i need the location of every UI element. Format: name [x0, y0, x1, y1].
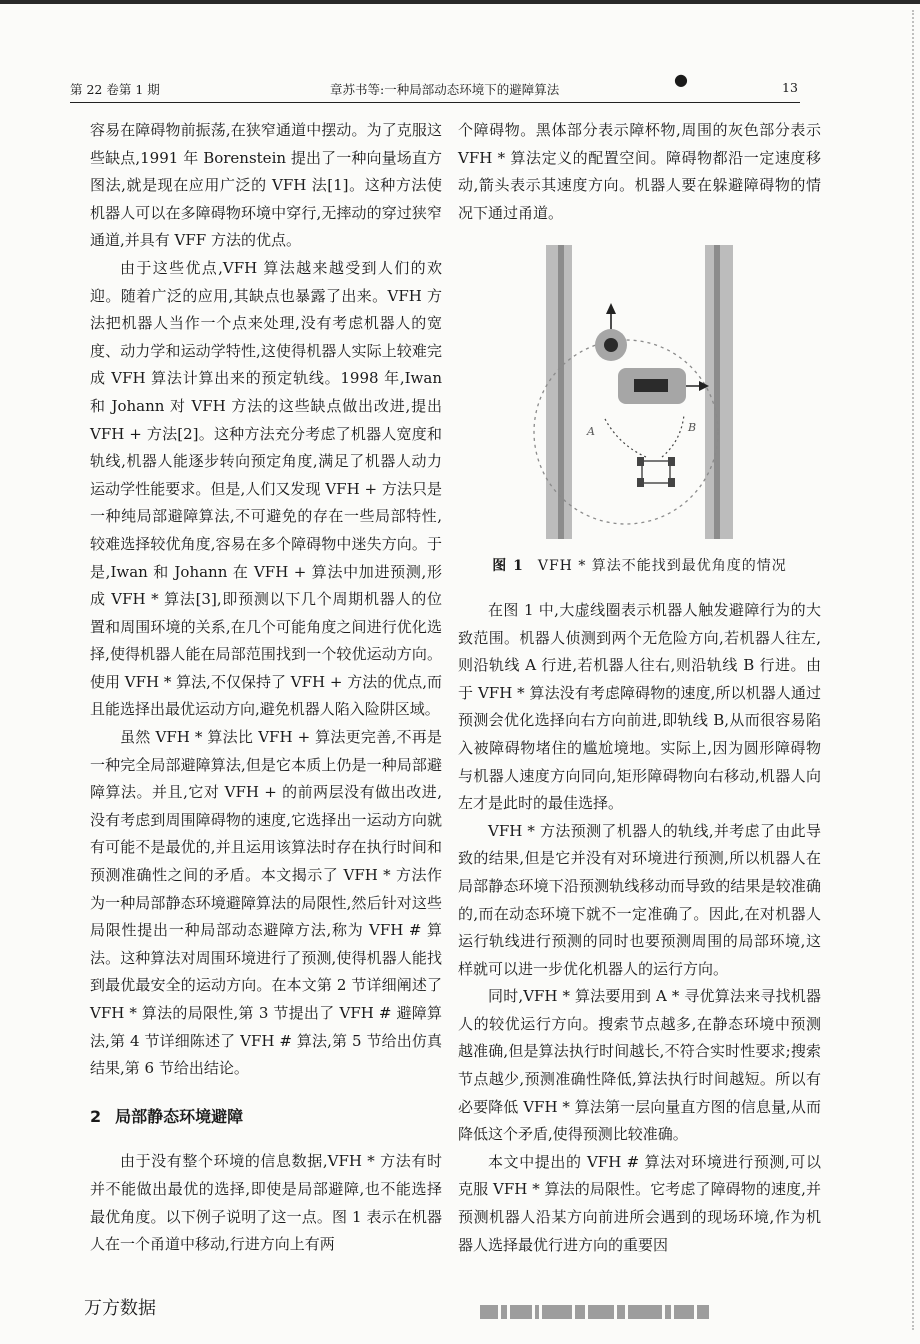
page-number: 13	[782, 80, 798, 95]
circle-obstacle	[604, 338, 618, 352]
trajectory-b	[662, 415, 684, 457]
corridor-diagram	[458, 245, 821, 539]
scan-top-border	[0, 0, 920, 4]
section-number: 2	[90, 1106, 102, 1126]
caption-text: VFH * 算法不能找到最优角度的情况	[537, 558, 787, 575]
figure-number: 图 1	[492, 558, 524, 575]
robot-wheel	[668, 478, 675, 487]
rect-obstacle	[634, 379, 668, 392]
section-heading	[90, 1103, 442, 1131]
bullet-icon: ●	[674, 70, 688, 89]
right-column	[458, 117, 821, 1259]
header-rule	[70, 102, 800, 103]
running-title: 章苏书等:一种局部动态环境下的避障算法	[330, 82, 560, 97]
arrow-head-icon	[606, 303, 616, 314]
paragraph: 容易在障碍物前振荡,在狭窄通道中摆动。为了克服这些缺点,1991 年 Borenstein 提出了一种向量场直方图法,就是现在应用广泛的 VFH 法[1]。这种方法使机器人可以在多障碍物环境中穿行,无摔动的穿过狭窄通道,并具有 VFF 方法的优点。	[90, 121, 442, 250]
robot-wheel	[637, 478, 644, 487]
paragraph: 由于这些优点,VFH 算法越来越受到人们的欢迎。随着广泛的应用,其缺点也暴露了出来。VFH 方法把机器人当作一个点来处理,没有考虑机器人的宽度、动力学和运动学特性,这使得机器人实际上较难完成 VFH 算法计算出来的预定轨线。1998 年,Iwan 和 Johann 对 VFH 方法的这些缺点做出改进,提出 VFH + 方法[2]。这种方法充分考虑了机器人宽度和轨线,机器人能逐步转向预定角度,满足了机器人动力运动学性能要求。但是,人们又发现 VFH + 方法只是一种纯局部避障算法,不可避免的存在一些局部特性,较难选择较优角度,容易在多个障碍物中迷失方向。于是,Iwan 和 Johann 在 VFH + 算法中加进预测,形成 VFH * 算法[3],即预测以下几个周期机器人的位置和周围环境的关系,在几个可能角度之间进行优化选择,使得机器人能在局部范围找到一个较优运动方向。使用 VFH * 算法,不仅保持了 VFH + 方法的优点,而且能选择出最优运动方向,避免机器人陷入险阱区域。	[90, 258, 442, 719]
paragraph: 本文中提出的 VFH # 算法对环境进行预测,可以克服 VFH * 算法的局限性。它考虑了障碍物的速度,并预测机器人沿某方向前进所会遇到的现场环境,作为机器人选择最优行进方向的重要因	[458, 1152, 821, 1254]
paragraph: 虽然 VFH * 算法比 VFH + 算法更完善,不再是一种完全局部避障算法,但是它本质上仍是一种局部避障算法。并且,它对 VFH + 的前两层没有做出改进,没有考虑到周围障碍物的速度,它选择出一运动方向就有可能不是最优的,并且运用该算法时存在执行时间和预测准确性之间的矛盾。本文揭示了 VFH * 方法作为一种局部静态环境避障算法的局限性,然后针对这些局限性提出一种局部动态避障方法,称为 VFH # 算法。这种算法对周围环境进行了预测,使得机器人能找到最优最安全的运动方向。在本文第 2 节详细阐述了 VFH * 算法的局限性,第 3 节提出了 VFH # 避障算法,第 4 节详细陈述了 VFH # 算法,第 5 节给出仿真结果,第 6 节给出结论。	[90, 728, 442, 1078]
trajectory-b-label: B	[688, 421, 697, 435]
paragraph: 由于没有整个环境的信息数据,VFH * 方法有时并不能做出最优的选择,即使是局部避障,也不能选择最优角度。以下例子说明了这一点。图 1 表示在机器人在一个甬道中移动,行进方向上有两	[90, 1152, 442, 1254]
scan-right-edge	[910, 10, 914, 1330]
figure-caption	[458, 553, 821, 581]
trajectory-a	[604, 417, 646, 457]
footer-source: 万方数据	[84, 1298, 156, 1319]
robot-wheel	[637, 457, 644, 466]
right-wall-core	[714, 245, 720, 539]
section-title: 局部静态环境避障	[115, 1106, 244, 1126]
journal-volume: 第 22 卷第 1 期	[70, 82, 160, 97]
trajectory-a-label: A	[587, 425, 595, 439]
robot-body	[642, 461, 670, 483]
running-header	[70, 70, 800, 102]
left-column	[90, 117, 442, 1259]
paragraph: 个障碍物。黑体部分表示障杯物,周围的灰色部分表示 VFH * 算法定义的配置空间。障碍物都沿一定速度移动,箭头表示其速度方向。机器人要在躲避障碍物的情况下通过甬道。	[458, 121, 821, 222]
footer-scan-artifact	[480, 1302, 770, 1322]
paragraph: 在图 1 中,大虚线圈表示机器人触发避障行为的大致范围。机器人侦测到两个无危险方向,若机器人往左,则沿轨线 A 行进,若机器人往右,则沿轨线 B 行进。由于 VFH * 算法没有考虑障碍物的速度,所以机器人通过预测会优化选择向右方向前进,即轨线 B,从而很容易陷入被障碍物堵住的尴尬境地。实际上,因为圆形障碍物与机器人速度方向同向,矩形障碍物向右移动,机器人向左才是此时的最佳选择。	[458, 600, 821, 813]
paragraph: VFH * 方法预测了机器人的轨线,并考虑了由此导致的结果,但是它并没有对环境进行预测,所以机器人在局部静态环境下沿预测轨线移动而导致的结果是较准确的,而在动态环境下就不一定准确了。因此,在对机器人运行轨线进行预测的同时也要预测周围的局部环境,这样就可以进一步优化机器人的运行方向。	[458, 821, 821, 978]
robot-wheel	[668, 457, 675, 466]
paragraph: 同时,VFH * 算法要用到 A * 寻优算法来寻找机器人的较优运行方向。搜索节点越多,在静态环境中预测越准确,但是算法执行时间越长,不符合实时性要求;搜索节点越少,预测准确性降低,算法执行时间越短。所以有必要降低 VFH * 算法第一层向量直方图的信息量,从而降低这个矛盾,使得预测比较准确。	[458, 987, 821, 1144]
figure-1	[458, 245, 821, 539]
